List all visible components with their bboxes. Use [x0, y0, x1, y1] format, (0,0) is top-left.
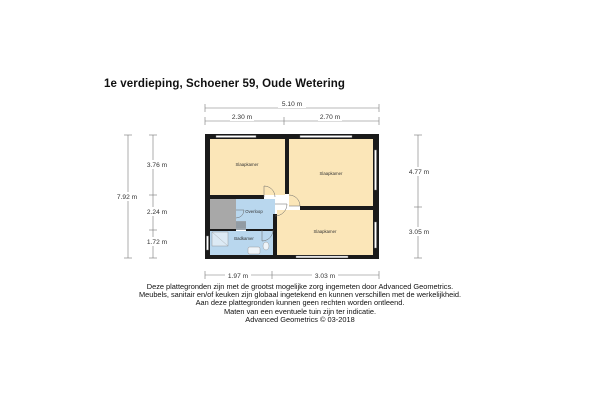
dim-left-upper: 3.76 m	[146, 162, 168, 169]
copyright: Advanced Geometrics © 03-2018	[245, 314, 355, 324]
label-bedroom-top-left: Slaapkamer	[235, 162, 259, 167]
label-bathroom: Badkamer	[234, 236, 254, 241]
floor-title: 1e verdieping, Schoener 59, Oude Wetering	[104, 78, 345, 90]
storage-cupboard	[210, 199, 236, 230]
toilet-icon	[263, 242, 269, 250]
dim-right-upper: 4.77 m	[408, 169, 430, 176]
dim-right-lower: 3.05 m	[408, 229, 430, 236]
bedroom-top-left	[210, 139, 285, 195]
disclaimer-line-4: Maten van een eventuele tuin zijn ter indicatie.	[223, 306, 376, 316]
dim-left-middle: 2.24 m	[146, 209, 168, 216]
dim-top-right: 2.70 m	[319, 114, 341, 121]
dim-top-left: 2.30 m	[231, 114, 253, 121]
label-bedroom-bottom-right: Slaapkamer	[313, 229, 337, 234]
dim-bottom-right: 3.03 m	[314, 273, 336, 280]
dim-total-width: 5.10 m	[281, 101, 303, 108]
dim-left-lower: 1.72 m	[146, 239, 168, 246]
disclaimer-line-2: Meubels, sanitair en/of keuken zijn globaal ingetekend en kunnen verschillen met de werkelijkheid.	[138, 290, 462, 300]
label-hallway: Overloop	[245, 209, 263, 214]
disclaimer-line-3: Aan deze plattegronden kunnen geen rechten worden ontleend.	[195, 298, 405, 308]
disclaimer	[0, 283, 600, 324]
dim-total-height: 7.92 m	[116, 194, 138, 201]
sink-icon	[248, 247, 260, 254]
right-dimension-lines	[414, 135, 422, 258]
dim-bottom-left: 1.97 m	[227, 273, 249, 280]
stair-area	[236, 221, 246, 230]
label-bedroom-top-right: Slaapkamer	[319, 171, 343, 176]
disclaimer-line-1: Deze plattegronden zijn met de grootst mogelijke zorg ingemeten door Advanced Geometrics.	[146, 282, 454, 291]
